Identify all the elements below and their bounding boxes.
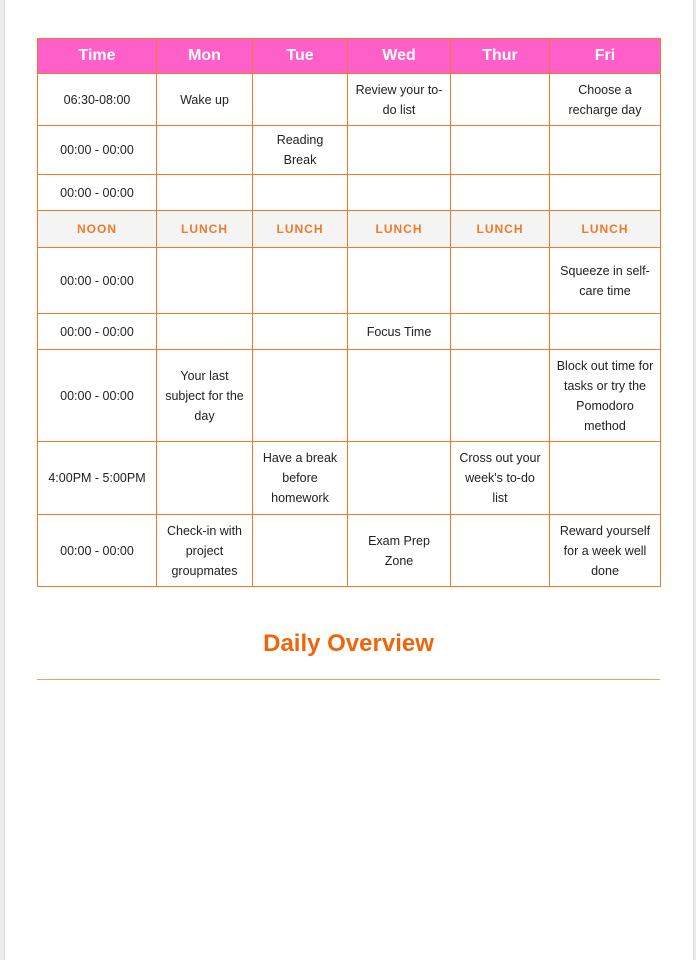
- schedule-cell: Block out time for tasks or try the Pomodoro method: [550, 350, 661, 442]
- schedule-cell: Choose a recharge day: [550, 74, 661, 126]
- time-cell: 06:30-08:00: [38, 74, 157, 126]
- schedule-cell: [451, 74, 550, 126]
- schedule-cell: [451, 175, 550, 211]
- schedule-cell: [253, 314, 348, 350]
- schedule-cell: [157, 248, 253, 314]
- time-cell: 00:00 - 00:00: [38, 126, 157, 175]
- schedule-cell: [253, 515, 348, 587]
- schedule-cell: [157, 175, 253, 211]
- schedule-cell: [451, 126, 550, 175]
- schedule-cell: Squeeze in self-care time: [550, 248, 661, 314]
- schedule-cell: [157, 126, 253, 175]
- weekly-schedule-table: [37, 38, 661, 587]
- schedule-cell: Wake up: [157, 74, 253, 126]
- schedule-cell: Cross out your week's to-do list: [451, 442, 550, 515]
- schedule-cell: [157, 442, 253, 515]
- lunch-cell: LUNCH: [157, 211, 253, 248]
- time-cell: 00:00 - 00:00: [38, 175, 157, 211]
- schedule-cell: [348, 126, 451, 175]
- table-row: [38, 74, 661, 126]
- time-cell: 4:00PM - 5:00PM: [38, 442, 157, 515]
- schedule-cell: [451, 515, 550, 587]
- schedule-cell: Exam Prep Zone: [348, 515, 451, 587]
- schedule-cell: [550, 175, 661, 211]
- schedule-cell: [253, 350, 348, 442]
- table-row: [38, 314, 661, 350]
- schedule-cell: [550, 126, 661, 175]
- lunch-cell: LUNCH: [451, 211, 550, 248]
- time-cell: 00:00 - 00:00: [38, 314, 157, 350]
- schedule-cell: Reading Break: [253, 126, 348, 175]
- schedule-cell: Focus Time: [348, 314, 451, 350]
- header-time: Time: [38, 39, 157, 74]
- schedule-cell: [253, 175, 348, 211]
- time-cell: 00:00 - 00:00: [38, 350, 157, 442]
- schedule-cell: Check-in with project groupmates: [157, 515, 253, 587]
- table-row: [38, 442, 661, 515]
- document-page: [4, 0, 694, 960]
- lunch-cell: LUNCH: [348, 211, 451, 248]
- table-row: [38, 248, 661, 314]
- schedule-cell: [550, 314, 661, 350]
- schedule-cell: [348, 248, 451, 314]
- schedule-cell: [348, 442, 451, 515]
- lunch-row: [38, 211, 661, 248]
- header-mon: Mon: [157, 39, 253, 74]
- table-row: [38, 175, 661, 211]
- lunch-cell: LUNCH: [550, 211, 661, 248]
- schedule-cell: [348, 350, 451, 442]
- header-fri: Fri: [550, 39, 661, 74]
- time-cell: 00:00 - 00:00: [38, 248, 157, 314]
- schedule-cell: Review your to-do list: [348, 74, 451, 126]
- table-row: [38, 350, 661, 442]
- lunch-cell: LUNCH: [253, 211, 348, 248]
- schedule-cell: [253, 248, 348, 314]
- schedule-cell: Your last subject for the day: [157, 350, 253, 442]
- schedule-cell: [550, 442, 661, 515]
- header-wed: Wed: [348, 39, 451, 74]
- table-row: [38, 515, 661, 587]
- time-cell: 00:00 - 00:00: [38, 515, 157, 587]
- schedule-cell: [451, 314, 550, 350]
- noon-cell: NOON: [38, 211, 157, 248]
- schedule-cell: Have a break before homework: [253, 442, 348, 515]
- daily-overview-title: Daily Overview: [263, 630, 434, 657]
- table-header-row: [38, 39, 661, 74]
- header-thur: Thur: [451, 39, 550, 74]
- schedule-cell: [451, 248, 550, 314]
- schedule-cell: Reward yourself for a week well done: [550, 515, 661, 587]
- table-row: [38, 126, 661, 175]
- schedule-cell: [348, 175, 451, 211]
- schedule-cell: [157, 314, 253, 350]
- divider: [37, 679, 660, 680]
- schedule-cell: [451, 350, 550, 442]
- header-tue: Tue: [253, 39, 348, 74]
- schedule-cell: [253, 74, 348, 126]
